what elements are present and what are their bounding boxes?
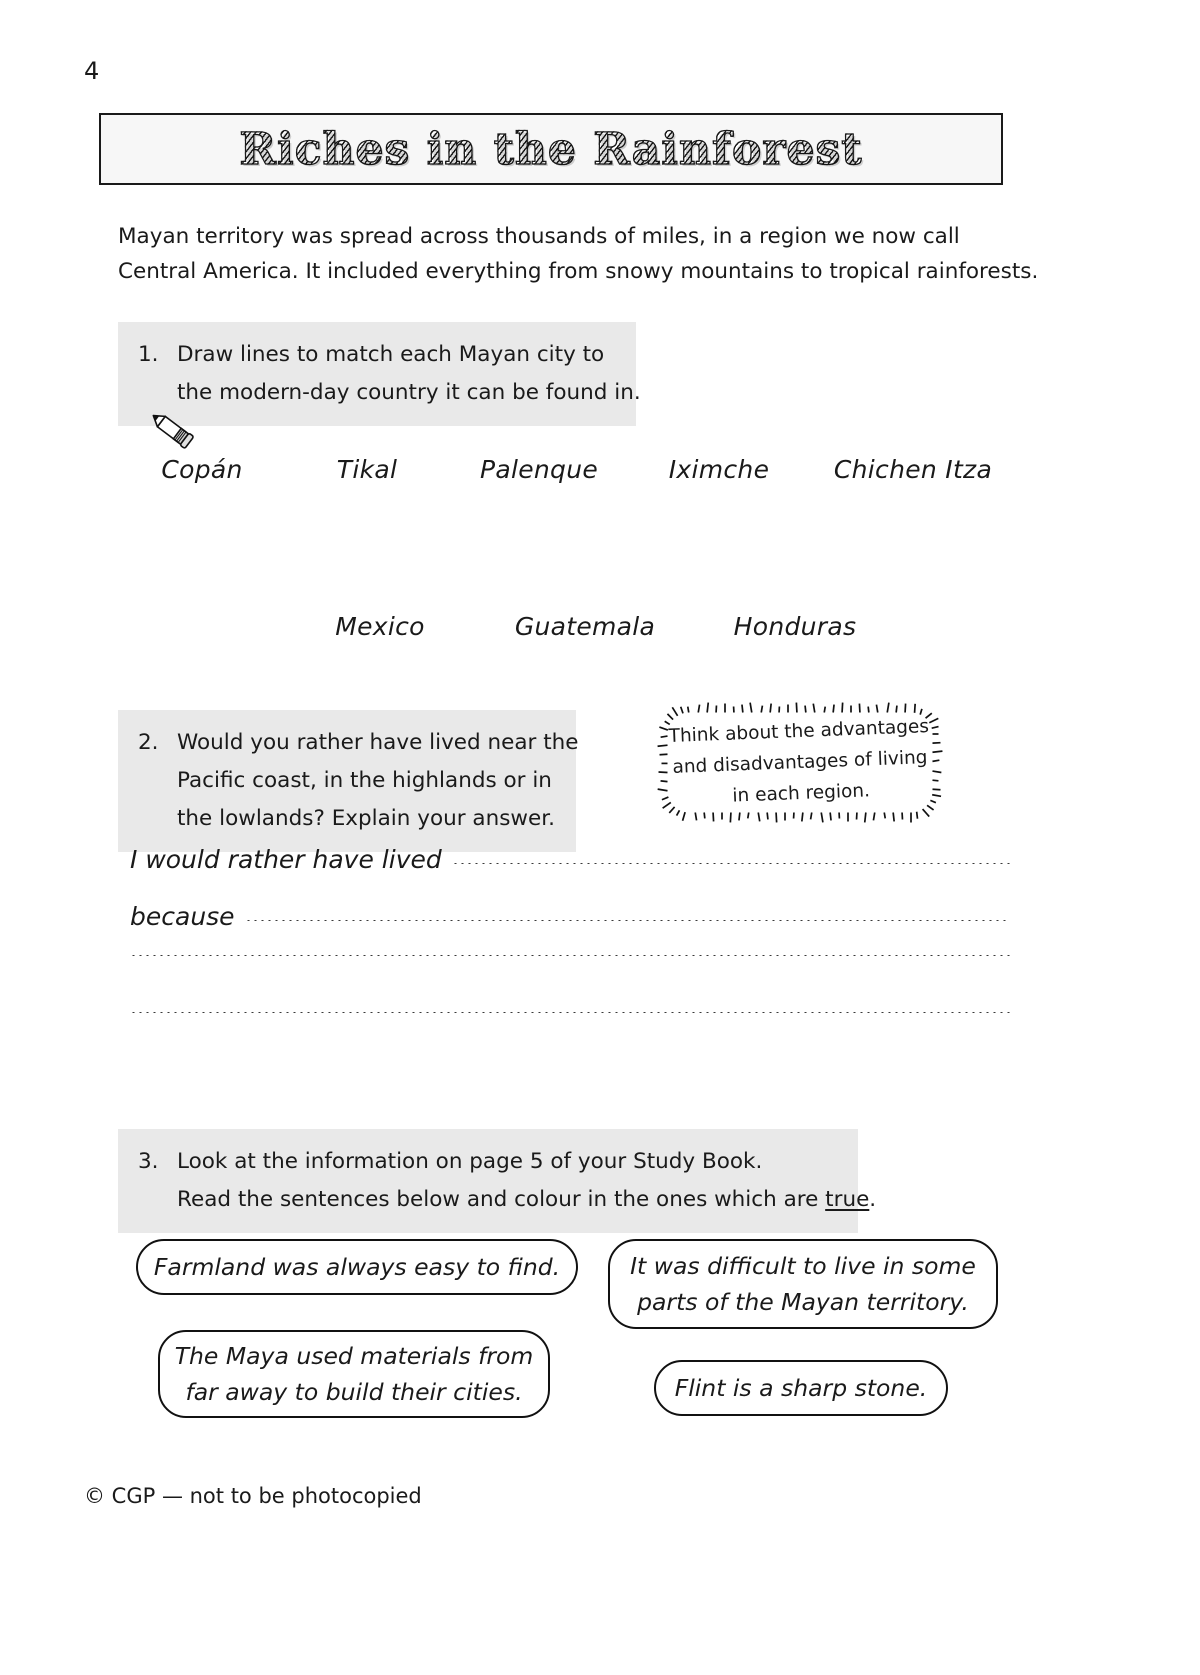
true-keyword: true	[825, 1187, 870, 1212]
statement-line: far away to build their cities.	[185, 1378, 523, 1406]
dotted-rule[interactable]	[130, 1012, 1010, 1013]
answer-line-4[interactable]	[130, 1016, 1010, 1073]
question-1-number: 1.	[138, 342, 159, 367]
city-option-4[interactable]: Chichen Itza	[833, 455, 993, 484]
statement-line: Farmland was always easy to find.	[153, 1253, 561, 1281]
statement-bubble[interactable]	[608, 1239, 998, 1329]
answer-lines-area	[130, 845, 1010, 1073]
country-option-2[interactable]: Honduras	[733, 612, 857, 641]
question-3-first-line	[138, 1143, 858, 1181]
question-2-box	[118, 710, 579, 852]
answer-line-2[interactable]	[130, 902, 1010, 959]
copyright-footer: © CGP — not to be photocopied	[84, 1484, 422, 1508]
pencil-icon	[146, 411, 200, 451]
country-option-1[interactable]: Guatemala	[514, 612, 656, 641]
statement-text	[154, 1249, 560, 1285]
question-1-text-line-2: the modern-day country it can be found in.	[177, 380, 641, 405]
answer-line-3[interactable]	[130, 959, 1010, 1016]
intro-line-2: Central America. It included everything from snowy mountains to tropical rainforests.	[118, 259, 1039, 284]
answer-line-1[interactable]	[130, 845, 1010, 902]
question-2-number: 2.	[138, 730, 159, 755]
dotted-rule[interactable]	[452, 863, 1010, 864]
hint-line-3: in each region.	[732, 780, 871, 807]
statement-line: parts of the Mayan territory.	[637, 1288, 969, 1316]
question-3-number: 3.	[138, 1149, 159, 1174]
statement-bubble[interactable]	[158, 1330, 550, 1418]
question-3-text-line-1: Look at the information on page 5 of your Study Book.	[177, 1149, 763, 1174]
city-option-0[interactable]: Copán	[161, 455, 243, 484]
question-2-first-line	[138, 724, 579, 762]
question-3-line-2-suffix: .	[869, 1187, 877, 1212]
statement-bubble[interactable]	[136, 1239, 578, 1295]
question-2-text-line-3: the lowlands? Explain your answer.	[177, 806, 555, 831]
intro-paragraph	[118, 219, 1039, 289]
answer-prompt-1: I would rather have lived	[130, 845, 442, 874]
title-banner	[99, 113, 1003, 185]
country-option-0[interactable]: Mexico	[335, 612, 425, 641]
hint-text	[653, 694, 948, 830]
city-option-2[interactable]: Palenque	[479, 455, 599, 484]
page-title: Riches in the Rainforest	[239, 123, 863, 175]
question-3-text-line-2	[138, 1181, 877, 1219]
hint-line-2: and disadvantages of living	[672, 747, 928, 778]
question-1-text-line-1: Draw lines to match each Mayan city to	[177, 342, 605, 367]
city-option-3[interactable]: Iximche	[668, 455, 770, 484]
answer-prompt-2: because	[130, 902, 235, 931]
page-number: 4	[84, 57, 100, 85]
question-3-box	[118, 1129, 877, 1233]
question-3-line-2-prefix: Read the sentences below and colour in the ones which are	[177, 1187, 826, 1212]
statement-text	[630, 1248, 976, 1320]
statement-line: Flint is a sharp stone.	[674, 1374, 928, 1402]
dotted-rule[interactable]	[130, 955, 1010, 956]
question-2-text-line-2: Pacific coast, in the highlands or in	[177, 768, 552, 793]
countries-row	[280, 612, 900, 641]
city-option-1[interactable]: Tikal	[336, 455, 398, 484]
question-2-text-line-1: Would you rather have lived near the	[177, 730, 579, 755]
statement-line: The Maya used materials from	[174, 1342, 534, 1370]
cities-row	[118, 455, 1018, 484]
intro-line-1: Mayan territory was spread across thousands of miles, in a region we now call	[118, 224, 960, 249]
statement-bubble[interactable]	[654, 1360, 948, 1416]
statement-line: It was difficult to live in some	[630, 1252, 976, 1280]
statement-text	[175, 1338, 534, 1410]
question-1-first-line	[138, 336, 636, 374]
statement-text	[675, 1370, 928, 1406]
hint-bubble	[655, 700, 945, 825]
hint-line-1: Think about the advantages	[668, 716, 930, 748]
dotted-rule[interactable]	[245, 920, 1010, 921]
